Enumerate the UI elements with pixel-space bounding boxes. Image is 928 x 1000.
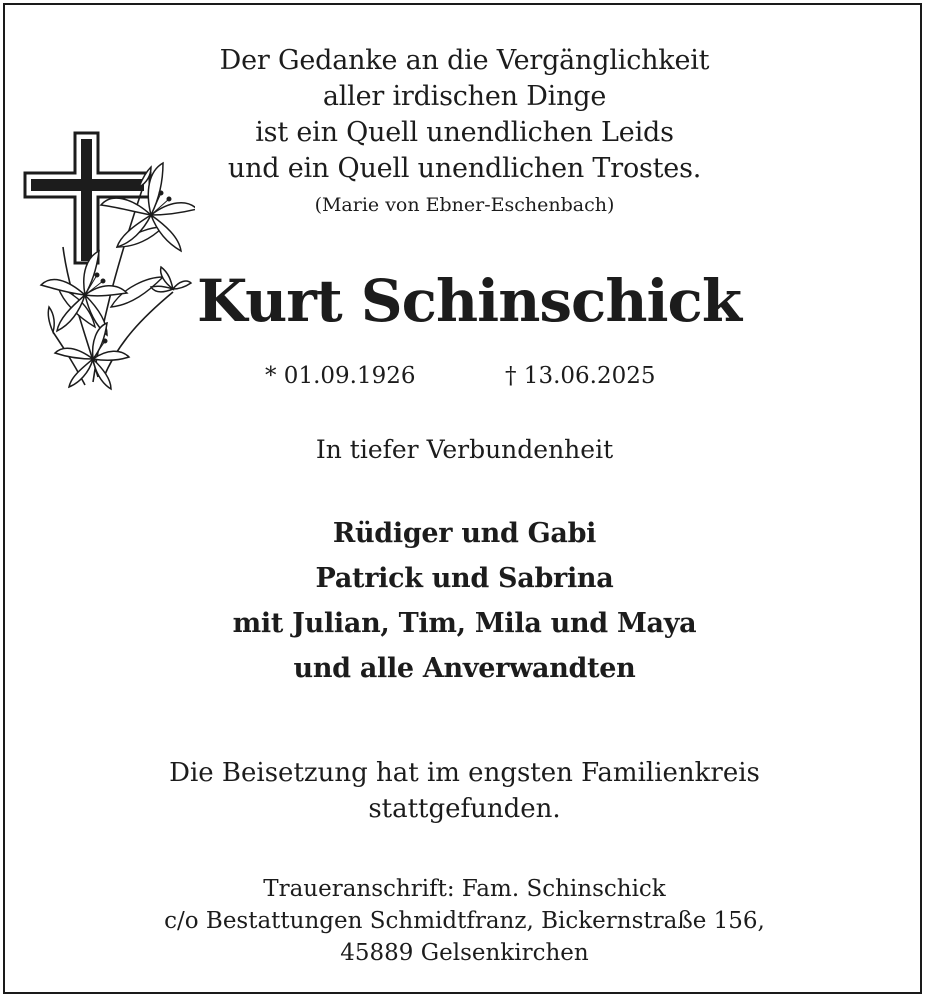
birth-date: * 01.09.1926 (265, 363, 416, 389)
mourners-list (5, 511, 924, 691)
burial-notice (5, 755, 924, 827)
quote-line: ist ein Quell unendlichen Leids (255, 117, 674, 148)
quote-line: und ein Quell unendlichen Trostes. (227, 153, 702, 184)
deceased-name: Kurt Schinschick (196, 267, 742, 335)
mourner-line: und alle Anverwandten (293, 653, 636, 684)
cross-with-lilies-icon (23, 127, 195, 392)
mourner-line: Rüdiger und Gabi (332, 518, 597, 549)
address-line: c/o Bestattungen Schmidtfranz, Bickernstraße 156, (164, 908, 765, 934)
obituary-notice (3, 3, 922, 994)
quote-author: (Marie von Ebner-Eschenbach) (314, 194, 615, 216)
burial-line: stattgefunden. (368, 794, 561, 824)
address-line: Traueranschrift: Fam. Schinschick (263, 876, 666, 902)
quote-line: Der Gedanke an die Vergänglichkeit (219, 45, 710, 76)
mourner-line: mit Julian, Tim, Mila und Maya (232, 608, 697, 639)
address-line: 45889 Gelsenkirchen (340, 940, 589, 966)
intro-text: In tiefer Verbundenheit (315, 435, 614, 464)
mourner-line: Patrick und Sabrina (315, 563, 614, 594)
mourning-address (5, 873, 924, 969)
burial-line: Die Beisetzung hat im engsten Familienkreis (169, 758, 760, 788)
quote-line: aller irdischen Dinge (322, 81, 607, 112)
death-date: † 13.06.2025 (505, 363, 656, 389)
